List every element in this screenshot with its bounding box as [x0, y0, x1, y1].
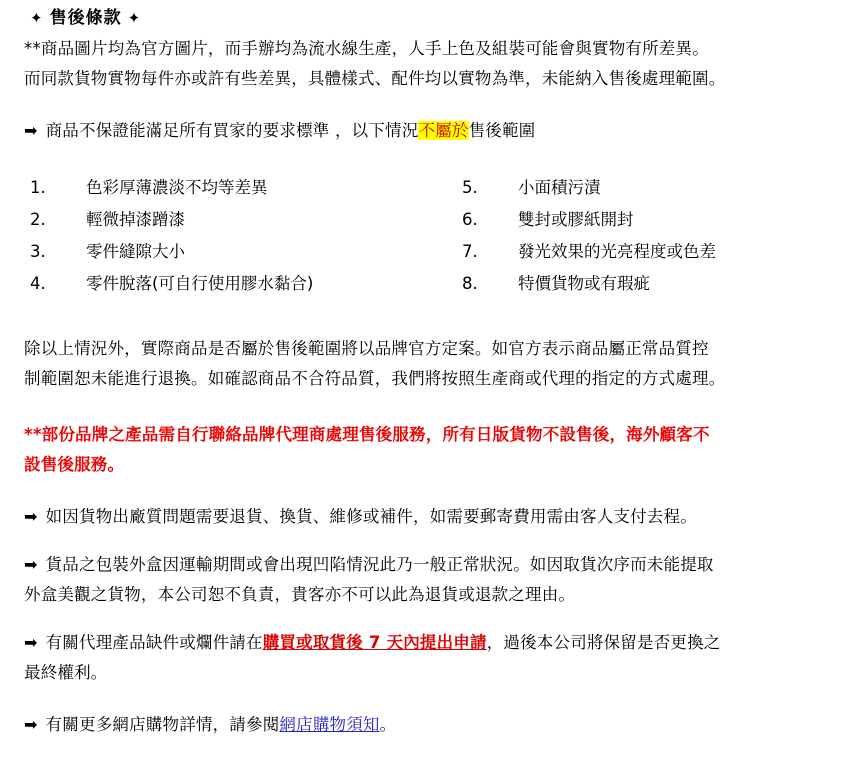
policy-line-1: 除以上情況外，實際商品是否屬於售後範圍將以品牌官方定案。如官方表示商品屬正常品質控 — [24, 339, 709, 358]
agent-notice-emphasis: 購買或取貨後 7 天內提出申請 — [262, 633, 487, 652]
list-item-number: 4. — [30, 274, 46, 293]
exclusion-column-left — [24, 172, 438, 300]
bullet-packaging-line-2: 外盒美觀之貨物，本公司恕不負責，貴客亦不可以此為退貨或退款之理由。 — [24, 585, 576, 604]
list-item — [30, 172, 438, 204]
diamond-icon-left: ✦ — [30, 9, 44, 27]
policy-line-2: 制範圍恕未能進行退換。如確認商品不合符品質，我們將按照生產商或代理的指定的方式處理。 — [24, 369, 726, 388]
arrow-icon-shipping: ➡ — [24, 507, 38, 526]
bullet-packaging — [24, 550, 852, 580]
notice-paragraph — [24, 116, 852, 146]
list-item-number: 8. — [462, 274, 478, 293]
list-item-label: 特價貨物或有瑕疵 — [518, 274, 650, 293]
list-item-number: 2. — [30, 210, 46, 229]
list-item — [30, 236, 438, 268]
list-item — [462, 236, 852, 268]
list-item-number: 7. — [462, 242, 478, 261]
shop-guide-link[interactable]: 網店購物須知 — [279, 715, 380, 734]
list-item-number: 3. — [30, 242, 46, 261]
list-item-label: 零件脫落(可自行使用膠水黏合) — [86, 274, 314, 293]
list-item — [30, 268, 438, 300]
exclusion-column-right — [438, 172, 852, 300]
footer-text-part-2: 。 — [379, 715, 397, 734]
list-item-number: 6. — [462, 210, 478, 229]
exclusion-list — [24, 172, 852, 300]
agent-notice-part-2: ，過後本公司將保留是否更換之 — [486, 633, 721, 652]
list-item — [462, 204, 852, 236]
footer-notice — [24, 710, 852, 740]
bullet-packaging-text-line-1: 貨品之包裝外盒因運輸期間或會出現凹陷情況此乃一般正常狀況。如因取貨次序而未能提取 — [45, 555, 714, 574]
footer-text-part-1: 有關更多網店購物詳情，請參閱 — [45, 715, 280, 734]
agent-notice-part-1: 有關代理產品缺件或爛件請在 — [45, 633, 263, 652]
warning-line-1: **部份品牌之產品需自行聯絡品牌代理商處理售後服務，所有日版貨物不設售後，海外顧客不 — [24, 425, 710, 444]
list-item-label: 雙封或膠紙開封 — [518, 210, 634, 229]
bullet-shipping-text: 如因貨物出廠質問題需要退貨、換貨、維修或補件，如需要郵寄費用需由客人支付去程。 — [45, 507, 697, 526]
notice-text-part-2: 售後範圍 — [468, 121, 536, 140]
list-item — [462, 172, 852, 204]
intro-line-1: **商品圖片均為官方圖片，而手辦均為流水線生產，人手上色及組裝可能會與實物有所差異。 — [24, 39, 709, 58]
arrow-icon-agent: ➡ — [24, 633, 38, 652]
list-item-label: 小面積污漬 — [518, 178, 601, 197]
arrow-icon-footer: ➡ — [24, 715, 38, 734]
agent-notice-line-2: 最終權利。 — [24, 663, 108, 682]
bullet-shipping — [24, 502, 852, 532]
notice-text-part-1: 商品不保證能滿足所有買家的要求標準 ，以下情況 — [45, 121, 419, 140]
diamond-icon-right: ✦ — [127, 9, 142, 27]
notice-highlight: 不屬於 — [418, 121, 469, 140]
page-title — [24, 6, 852, 30]
list-item-number: 1. — [30, 178, 46, 197]
intro-line-2: 而同款貨物實物每件亦或許有些差異，具體樣式、配件均以實物為準，未能納入售後處理範圍。 — [24, 69, 726, 88]
list-item — [30, 204, 438, 236]
list-item-number: 5. — [462, 178, 478, 197]
warning-line-2: 設售後服務。 — [24, 455, 125, 474]
list-item-label: 色彩厚薄濃淡不均等差異 — [86, 178, 268, 197]
arrow-icon-notice: ➡ — [24, 121, 38, 140]
list-item — [462, 268, 852, 300]
list-item-label: 發光效果的光亮程度或色差 — [518, 242, 716, 261]
list-item-label: 零件縫隙大小 — [86, 242, 185, 261]
page-title-text: 售後條款 — [49, 8, 122, 28]
arrow-icon-packaging: ➡ — [24, 555, 38, 574]
list-item-label: 輕微掉漆蹭漆 — [86, 210, 185, 229]
agent-notice — [24, 628, 852, 658]
